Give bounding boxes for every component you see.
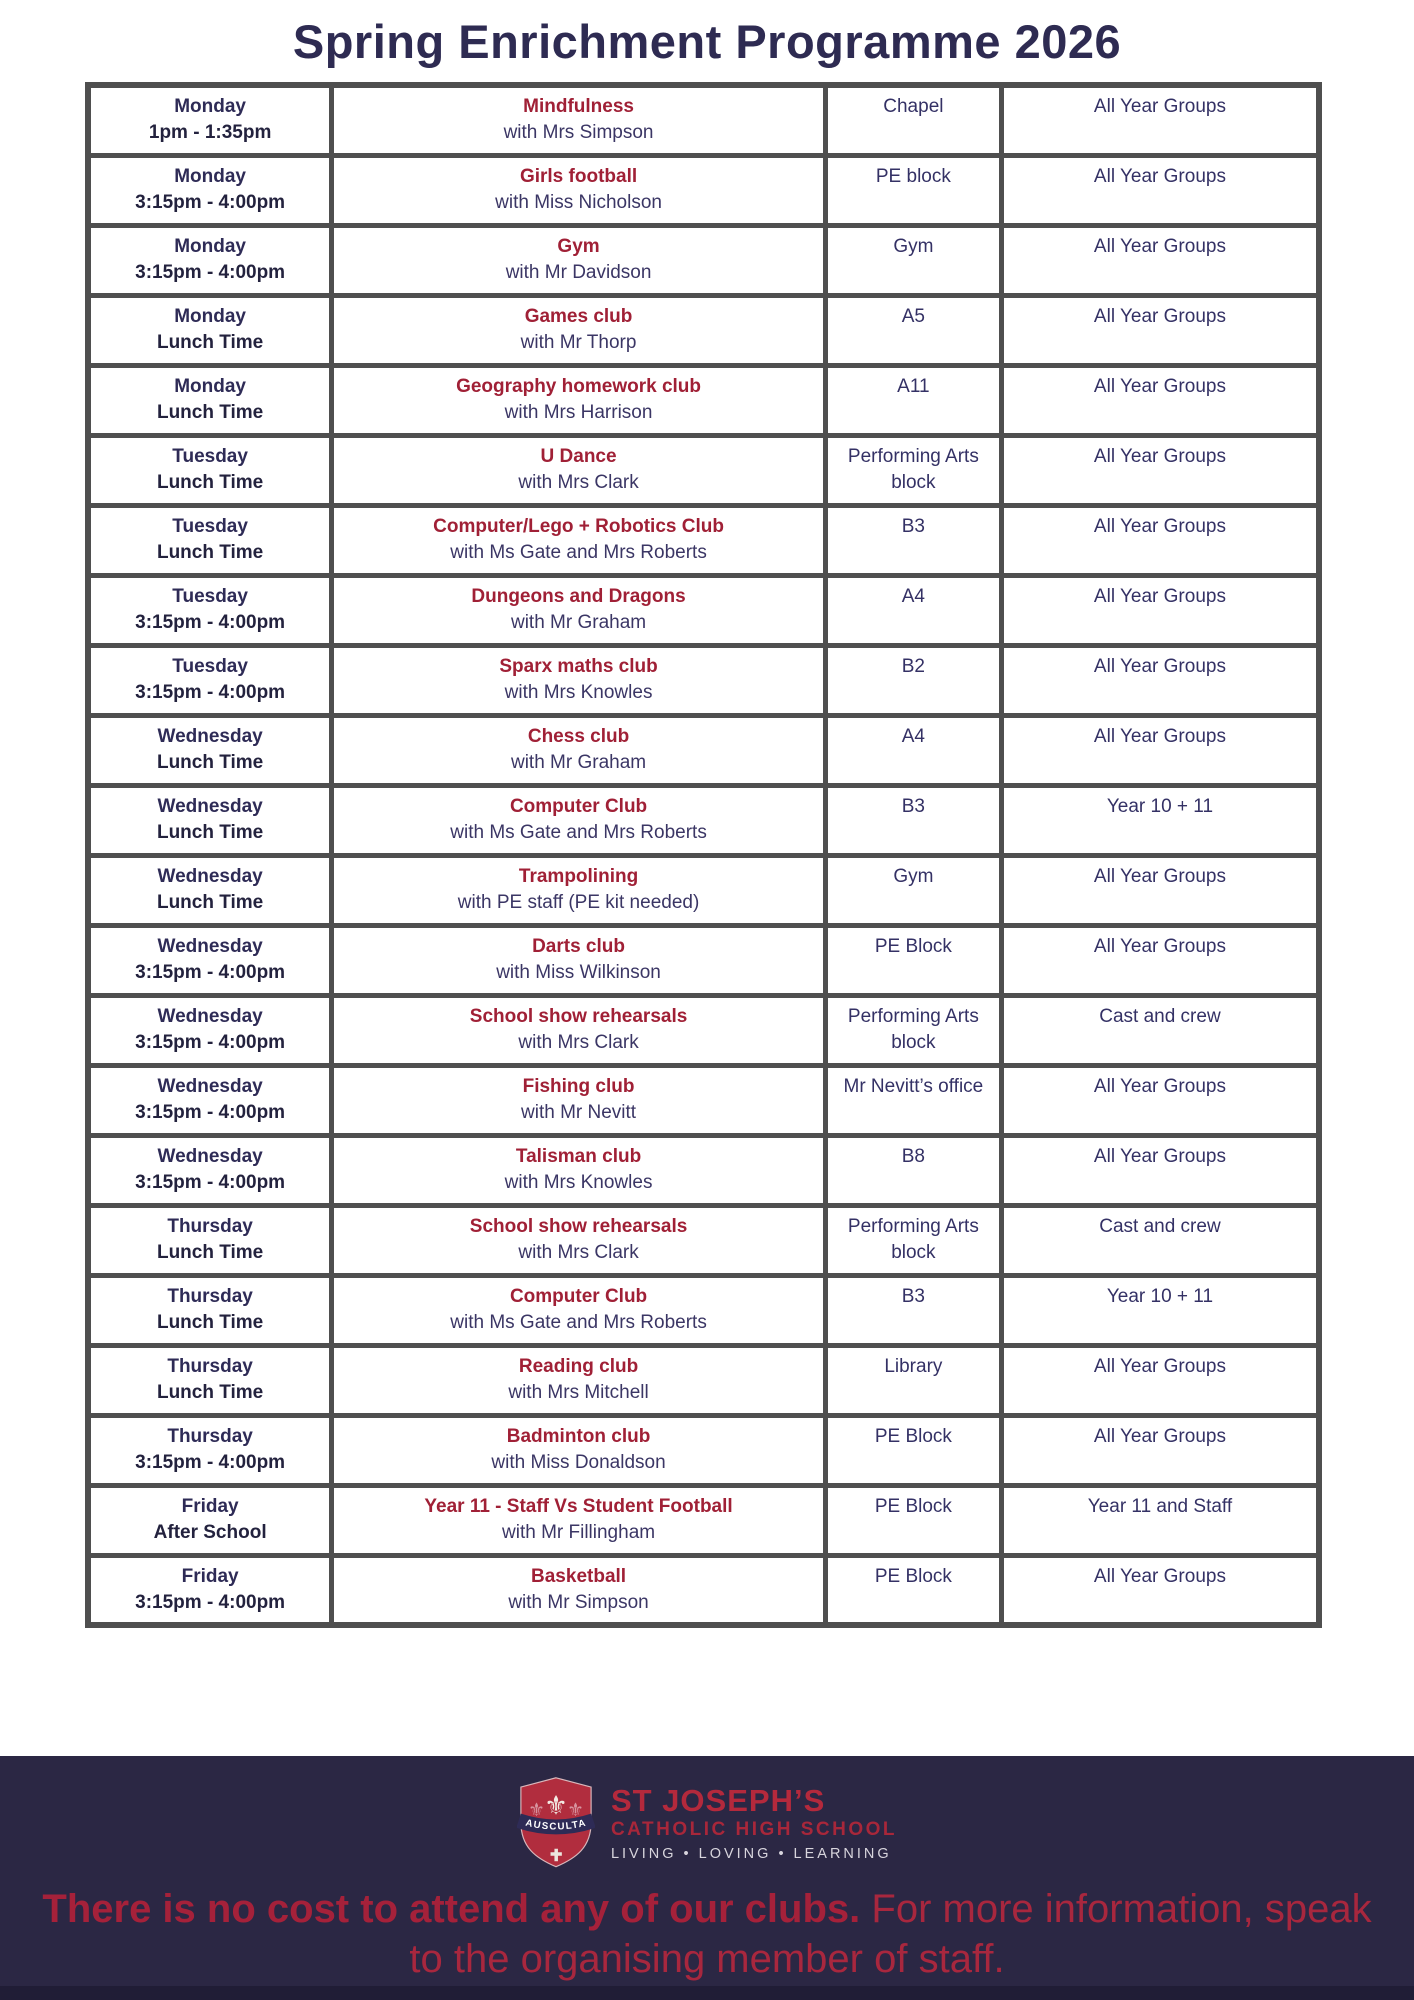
- day-label: Wednesday: [157, 1075, 263, 1097]
- location-label: Mr Nevitt’s office: [825, 1065, 1001, 1135]
- staff-name: with Mr Graham: [510, 611, 647, 633]
- activity-name: Computer Club: [509, 1285, 648, 1307]
- activity-name: Girls football: [519, 165, 638, 187]
- page-title: Spring Enrichment Programme 2026: [292, 15, 1122, 68]
- table-row: [88, 1135, 1319, 1205]
- groups-label: All Year Groups: [1001, 365, 1319, 435]
- day-label: Thursday: [167, 1425, 253, 1447]
- activity-name: U Dance: [540, 445, 617, 467]
- time-label: 1pm - 1:35pm: [148, 122, 272, 143]
- location-label: PE Block: [825, 1415, 1001, 1485]
- footer-note-line1: There is no cost to attend any of our clubs. For more information, speak: [42, 1887, 1372, 1931]
- location-label: Chapel: [825, 85, 1001, 155]
- staff-name: with Miss Donaldson: [491, 1451, 666, 1473]
- time-label: Lunch Time: [156, 1381, 264, 1403]
- time-label: 3:15pm - 4:00pm: [135, 1591, 286, 1613]
- svg-text:⚜: ⚜: [544, 1790, 568, 1822]
- time-label: 3:15pm - 4:00pm: [135, 191, 286, 213]
- programme-table: [85, 82, 1322, 1628]
- day-label: Monday: [174, 305, 246, 327]
- time-label: Lunch Time: [156, 401, 264, 423]
- staff-name: with Mr Simpson: [508, 1591, 649, 1613]
- groups-label: All Year Groups: [1001, 1415, 1319, 1485]
- time-label: Lunch Time: [156, 751, 264, 773]
- table-row: [88, 1415, 1319, 1485]
- groups-label: Year 11 and Staff: [1001, 1485, 1319, 1555]
- staff-name: with Mrs Knowles: [504, 681, 653, 703]
- table-row: [88, 225, 1319, 295]
- table-row: [88, 1345, 1319, 1415]
- table-row: [88, 85, 1319, 155]
- activity-name: Computer/Lego + Robotics Club: [433, 515, 724, 537]
- time-label: Lunch Time: [156, 471, 264, 493]
- table-row: [88, 715, 1319, 785]
- time-label: Lunch Time: [156, 821, 264, 843]
- groups-label: All Year Groups: [1001, 1345, 1319, 1415]
- location-label: Library: [825, 1345, 1001, 1415]
- time-label: 3:15pm - 4:00pm: [135, 681, 286, 703]
- school-logo: [0, 1756, 1414, 1874]
- activity-name: Reading club: [518, 1355, 639, 1377]
- location-label: PE Block: [825, 1555, 1001, 1625]
- staff-name: with Mr Thorp: [520, 331, 637, 353]
- activity-name: School show rehearsals: [469, 1215, 688, 1237]
- location-label: Performing Arts block: [825, 1205, 1001, 1275]
- location-label: B3: [825, 785, 1001, 855]
- groups-label: All Year Groups: [1001, 505, 1319, 575]
- day-label: Wednesday: [157, 935, 263, 957]
- table-row: [88, 1065, 1319, 1135]
- staff-name: with Ms Gate and Mrs Roberts: [450, 541, 707, 563]
- staff-name: with Mrs Clark: [518, 471, 639, 493]
- activity-name: Year 11 - Staff Vs Student Football: [424, 1495, 733, 1517]
- time-label: Lunch Time: [156, 331, 264, 353]
- time-label: Lunch Time: [156, 1241, 264, 1263]
- staff-name: with Mrs Knowles: [504, 1171, 653, 1193]
- table-row: [88, 1275, 1319, 1345]
- activity-name: Trampolining: [518, 865, 639, 887]
- groups-label: Cast and crew: [1001, 995, 1319, 1065]
- day-label: Tuesday: [172, 445, 248, 467]
- groups-label: All Year Groups: [1001, 155, 1319, 225]
- day-label: Monday: [174, 375, 246, 397]
- day-label: Monday: [174, 235, 246, 257]
- activity-name: Talisman club: [515, 1145, 642, 1167]
- location-label: Gym: [825, 855, 1001, 925]
- svg-text:⚜: ⚜: [567, 1799, 584, 1821]
- activity-name: Darts club: [532, 935, 625, 957]
- location-label: PE Block: [825, 1485, 1001, 1555]
- activity-name: Badminton club: [506, 1425, 651, 1447]
- location-label: A4: [825, 715, 1001, 785]
- table-row: [88, 855, 1319, 925]
- footer-banner: [0, 1756, 1414, 2000]
- location-label: B3: [825, 505, 1001, 575]
- school-subtitle: CATHOLIC HIGH SCHOOL: [610, 1818, 898, 1840]
- time-label: Lunch Time: [156, 541, 264, 563]
- staff-name: with Mrs Clark: [518, 1241, 639, 1263]
- school-name: ST JOSEPH’S: [610, 1782, 826, 1818]
- location-label: A11: [825, 365, 1001, 435]
- location-label: Performing Arts block: [825, 995, 1001, 1065]
- time-label: 3:15pm - 4:00pm: [135, 261, 286, 283]
- day-label: Tuesday: [172, 655, 248, 677]
- time-label: After School: [153, 1521, 267, 1543]
- activity-name: Gym: [557, 235, 600, 257]
- table-row: [88, 155, 1319, 225]
- table-row: [88, 1555, 1319, 1625]
- location-label: PE Block: [825, 925, 1001, 995]
- activity-name: Computer Club: [509, 795, 648, 817]
- table-row: [88, 505, 1319, 575]
- day-label: Wednesday: [157, 725, 263, 747]
- day-label: Wednesday: [157, 795, 263, 817]
- day-label: Thursday: [167, 1215, 253, 1237]
- staff-name: with Mrs Simpson: [503, 122, 654, 143]
- day-label: Thursday: [167, 1285, 253, 1307]
- location-label: Gym: [825, 225, 1001, 295]
- groups-label: All Year Groups: [1001, 1065, 1319, 1135]
- table-row: [88, 435, 1319, 505]
- table-row: [88, 575, 1319, 645]
- groups-label: All Year Groups: [1001, 715, 1319, 785]
- staff-name: with Mrs Harrison: [504, 401, 653, 423]
- groups-label: All Year Groups: [1001, 855, 1319, 925]
- svg-text:⚜: ⚜: [528, 1799, 545, 1821]
- time-label: 3:15pm - 4:00pm: [135, 1451, 286, 1473]
- table-row: [88, 995, 1319, 1065]
- time-label: 3:15pm - 4:00pm: [135, 961, 286, 983]
- groups-label: Year 10 + 11: [1001, 785, 1319, 855]
- activity-name: Sparx maths club: [499, 655, 658, 677]
- footer-note: [0, 1884, 1414, 1984]
- activity-name: Basketball: [531, 1565, 627, 1587]
- staff-name: with Mrs Clark: [518, 1031, 639, 1053]
- crest-banner-text: AUSCULTA: [524, 1817, 588, 1833]
- groups-label: All Year Groups: [1001, 575, 1319, 645]
- day-label: Wednesday: [157, 1145, 263, 1167]
- staff-name: with Ms Gate and Mrs Roberts: [450, 1311, 707, 1333]
- groups-label: Year 10 + 11: [1001, 1275, 1319, 1345]
- groups-label: All Year Groups: [1001, 925, 1319, 995]
- activity-name: Dungeons and Dragons: [471, 585, 686, 607]
- time-label: 3:15pm - 4:00pm: [135, 1031, 286, 1053]
- activity-name: Chess club: [527, 725, 630, 747]
- time-label: 3:15pm - 4:00pm: [135, 1101, 286, 1123]
- school-motto: LIVING • LOVING • LEARNING: [610, 1845, 892, 1862]
- location-label: B2: [825, 645, 1001, 715]
- day-label: Monday: [174, 96, 246, 117]
- table-row: [88, 1205, 1319, 1275]
- table-row: [88, 1485, 1319, 1555]
- activity-name: Mindfulness: [523, 96, 634, 117]
- bottom-strip: [0, 1986, 1414, 2000]
- table-row: [88, 925, 1319, 995]
- day-label: Thursday: [167, 1355, 253, 1377]
- groups-label: All Year Groups: [1001, 645, 1319, 715]
- location-label: A5: [825, 295, 1001, 365]
- activity-name: Geography homework club: [456, 375, 702, 397]
- groups-label: All Year Groups: [1001, 225, 1319, 295]
- table-row: [88, 365, 1319, 435]
- activity-name: Fishing club: [522, 1075, 635, 1097]
- day-label: Tuesday: [172, 515, 248, 537]
- footer-note-line2: to the organising member of staff.: [409, 1937, 1005, 1981]
- staff-name: with PE staff (PE kit needed): [457, 891, 700, 913]
- staff-name: with Ms Gate and Mrs Roberts: [450, 821, 707, 843]
- location-label: Performing Arts block: [825, 435, 1001, 505]
- school-crest-icon: [517, 1775, 595, 1871]
- groups-label: All Year Groups: [1001, 435, 1319, 505]
- activity-name: Games club: [524, 305, 633, 327]
- table-row: [88, 295, 1319, 365]
- groups-label: All Year Groups: [1001, 295, 1319, 365]
- table-row: [88, 645, 1319, 715]
- staff-name: with Mrs Mitchell: [508, 1381, 649, 1403]
- groups-label: All Year Groups: [1001, 85, 1319, 155]
- groups-label: All Year Groups: [1001, 1135, 1319, 1205]
- staff-name: with Mr Davidson: [505, 261, 652, 283]
- location-label: B8: [825, 1135, 1001, 1205]
- day-label: Wednesday: [157, 865, 263, 887]
- staff-name: with Mr Nevitt: [521, 1101, 637, 1123]
- groups-label: Cast and crew: [1001, 1205, 1319, 1275]
- day-label: Friday: [181, 1495, 239, 1517]
- activity-name: School show rehearsals: [469, 1005, 688, 1027]
- time-label: 3:15pm - 4:00pm: [135, 1171, 286, 1193]
- day-label: Tuesday: [172, 585, 248, 607]
- time-label: Lunch Time: [156, 1311, 264, 1333]
- location-label: A4: [825, 575, 1001, 645]
- day-label: Friday: [181, 1565, 239, 1587]
- groups-label: All Year Groups: [1001, 1555, 1319, 1625]
- location-label: PE block: [825, 155, 1001, 225]
- day-label: Wednesday: [157, 1005, 263, 1027]
- time-label: 3:15pm - 4:00pm: [135, 611, 286, 633]
- staff-name: with Miss Nicholson: [495, 191, 662, 213]
- time-label: Lunch Time: [156, 891, 264, 913]
- location-label: B3: [825, 1275, 1001, 1345]
- staff-name: with Miss Wilkinson: [496, 961, 661, 983]
- table-row: [88, 785, 1319, 855]
- day-label: Monday: [174, 165, 246, 187]
- staff-name: with Mr Graham: [510, 751, 647, 773]
- staff-name: with Mr Fillingham: [502, 1521, 656, 1543]
